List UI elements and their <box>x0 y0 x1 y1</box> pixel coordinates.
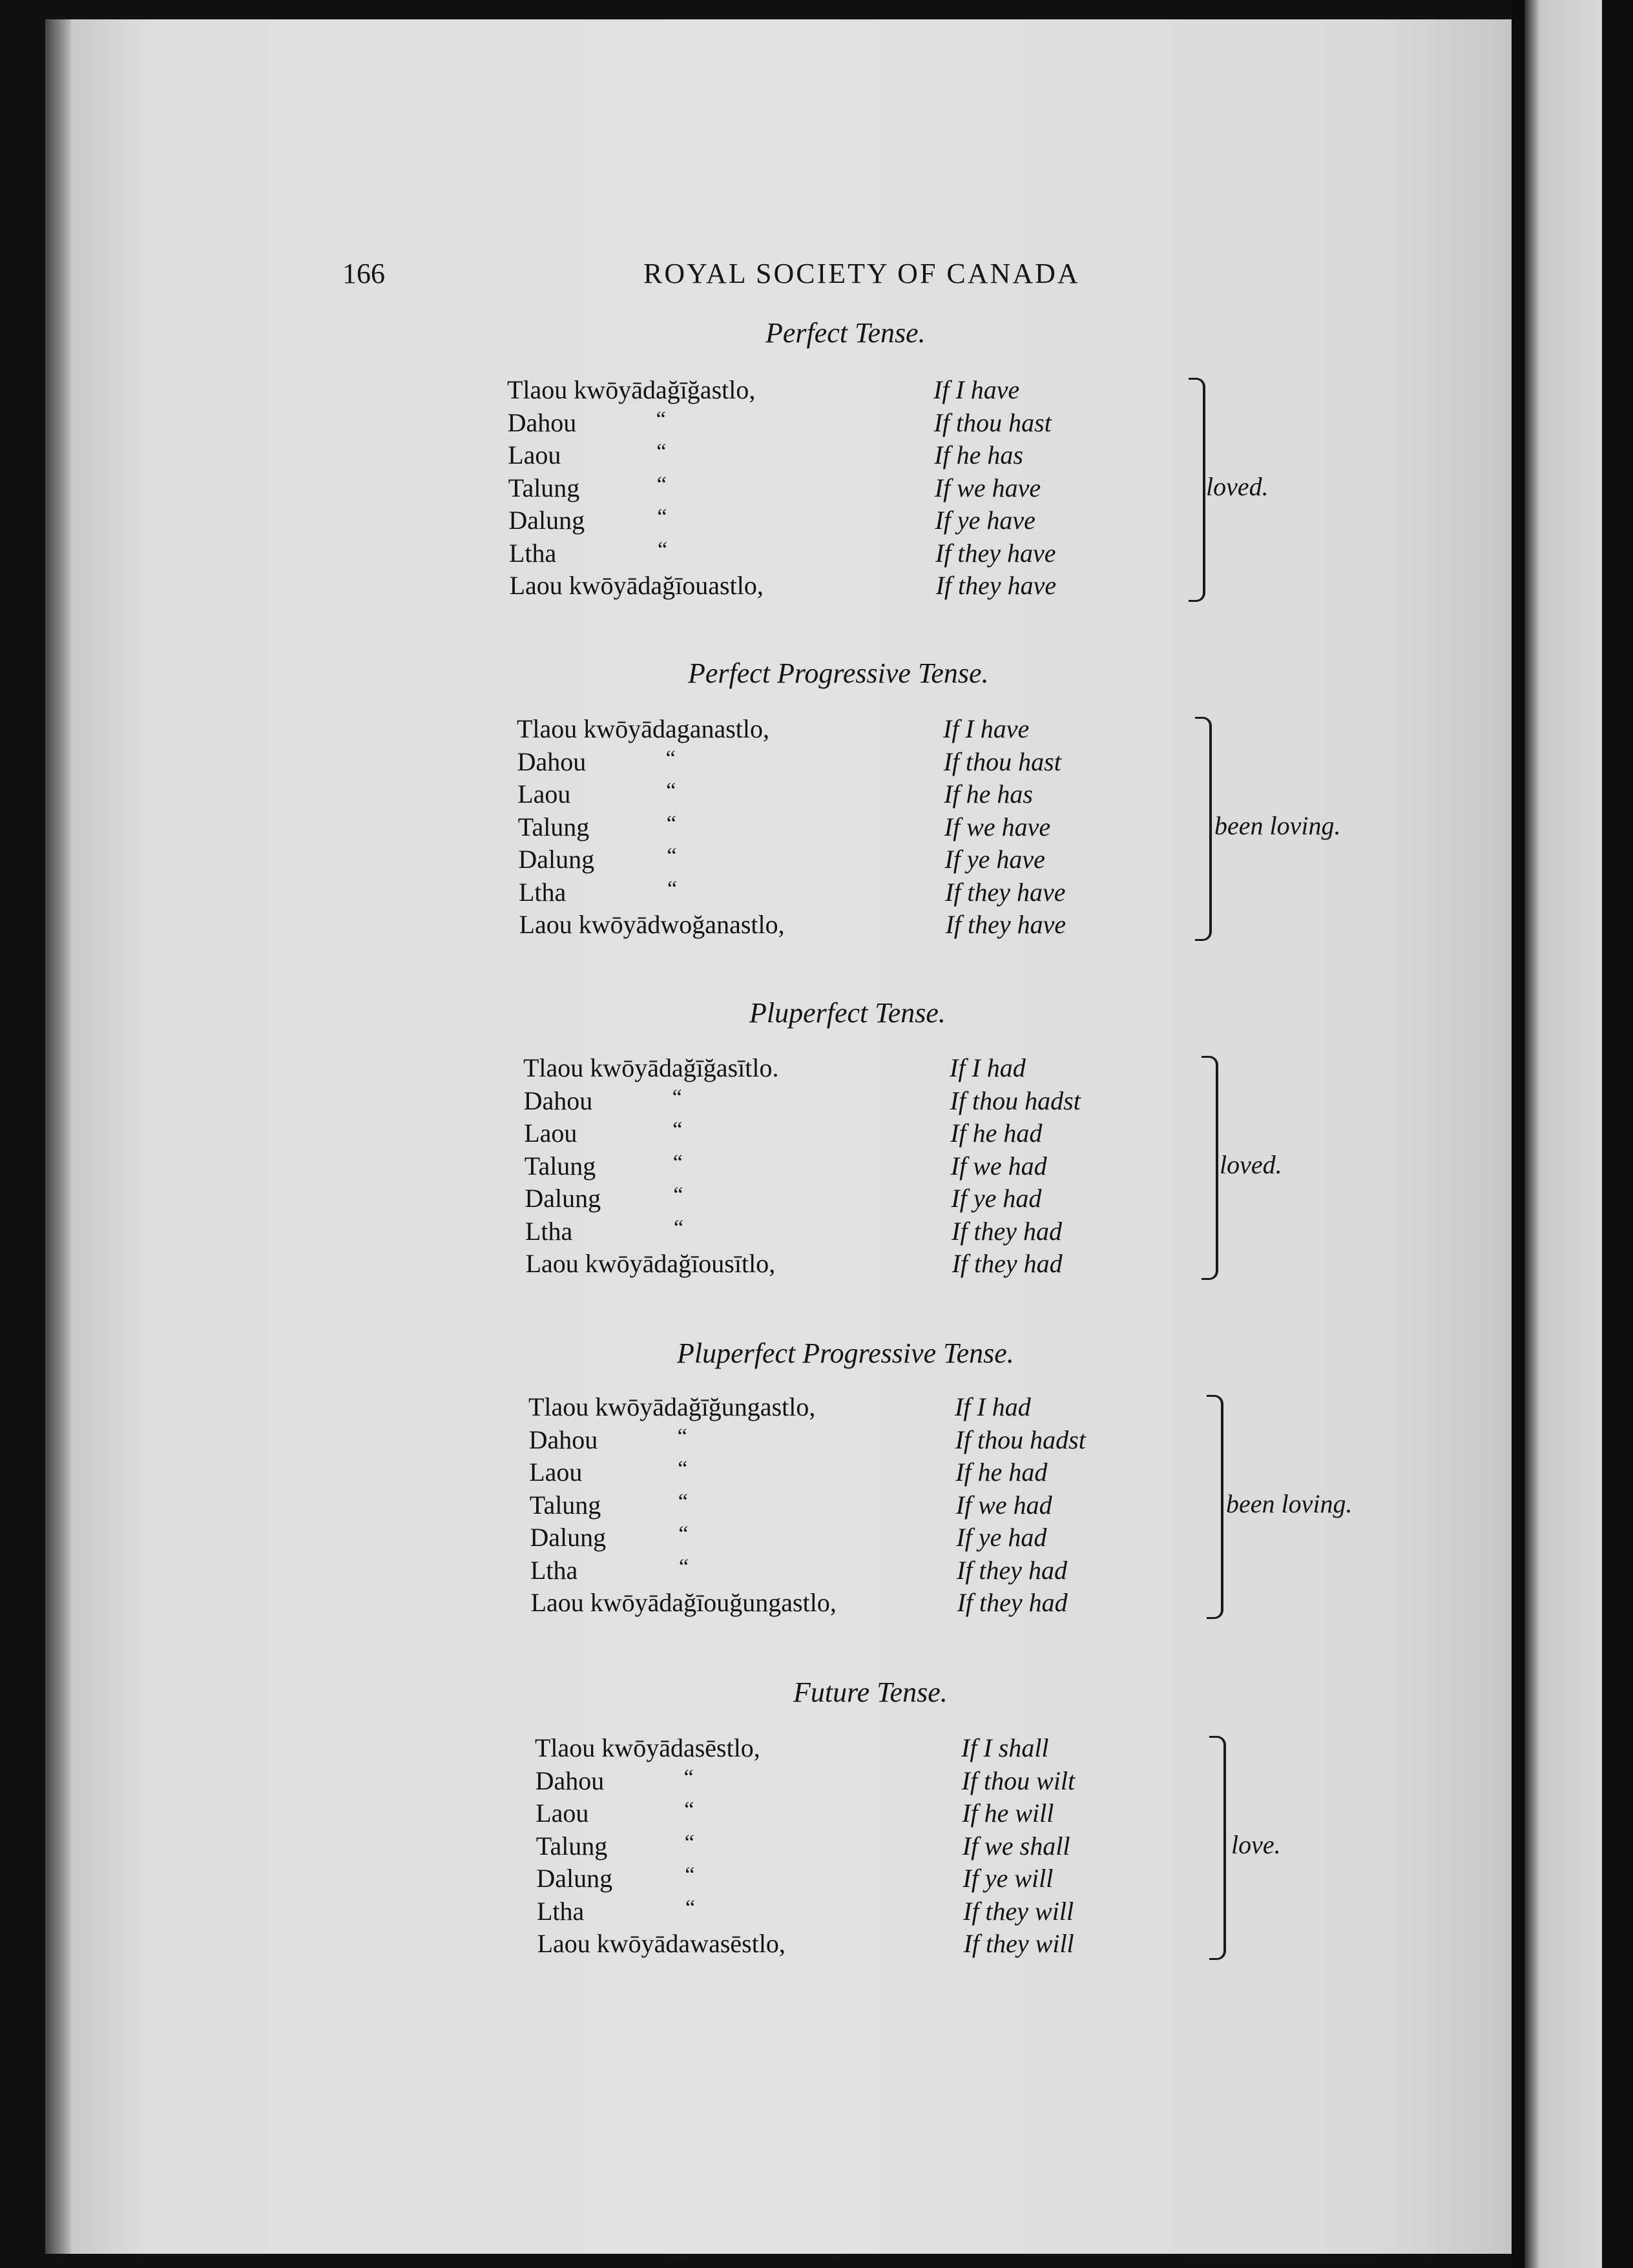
ditto-mark: “ <box>685 1863 695 1887</box>
haida-form: Tlaou kwōyādasēstlo, <box>535 1733 760 1762</box>
english-gloss: If thou wilt <box>961 1766 1076 1795</box>
ditto-mark: “ <box>656 472 667 497</box>
haida-form: Ltha <box>519 877 567 907</box>
english-gloss: If they have <box>935 538 1056 568</box>
ditto-mark: “ <box>667 876 678 901</box>
journal-title: ROYAL SOCIETY OF CANADA <box>643 258 1080 289</box>
bracket-meaning: been loving. <box>1214 810 1341 840</box>
english-gloss: If thou hadst <box>950 1086 1081 1115</box>
grouping-bracket <box>1189 378 1205 602</box>
english-gloss: If he had <box>950 1119 1043 1148</box>
haida-form: Talung <box>536 1831 608 1861</box>
haida-form: Laou kwōyādağīouğungastlo, <box>530 1588 837 1617</box>
english-gloss: If thou hast <box>933 407 1052 437</box>
book-page <box>45 19 1524 2254</box>
english-gloss: If he has <box>934 440 1023 469</box>
section-title: Pluperfect Tense. <box>749 997 946 1029</box>
haida-form: Dalung <box>518 845 595 874</box>
haida-form: Dalung <box>536 1864 613 1893</box>
english-gloss: If he will <box>962 1799 1054 1828</box>
running-head <box>342 257 1176 296</box>
haida-form: Tlaou kwōyādağīğungastlo, <box>528 1392 816 1421</box>
ditto-mark: “ <box>685 1895 696 1920</box>
ditto-mark: “ <box>678 1522 689 1546</box>
facing-page-edge <box>1524 0 1602 2268</box>
haida-form: Laou <box>529 1458 583 1487</box>
haida-form: Tlaou kwōyādağīğasītlo. <box>523 1053 779 1082</box>
bracket-meaning: love. <box>1231 1830 1281 1859</box>
english-gloss: If ye had <box>956 1523 1047 1552</box>
haida-form: Dahou <box>528 1425 598 1454</box>
english-gloss: If ye have <box>944 845 1045 874</box>
page-left-shadow <box>45 19 71 2254</box>
haida-form: Talung <box>517 812 590 841</box>
ditto-mark: “ <box>665 746 676 770</box>
haida-form: Talung <box>508 473 580 502</box>
english-gloss: If we have <box>944 812 1051 841</box>
ditto-mark: “ <box>666 779 676 803</box>
bracket-meaning: been loving. <box>1226 1489 1353 1518</box>
scan-right-border <box>1602 0 1633 2268</box>
ditto-mark: “ <box>684 1830 694 1855</box>
english-gloss: If I shall <box>961 1733 1049 1762</box>
grouping-bracket <box>1209 1736 1226 1960</box>
english-gloss: If we had <box>955 1490 1052 1520</box>
haida-form: Dahou <box>507 407 577 437</box>
english-gloss: If we had <box>950 1151 1047 1180</box>
english-gloss: If thou hast <box>943 747 1061 776</box>
haida-form: Dahou <box>523 1086 593 1115</box>
ditto-mark: “ <box>679 1554 689 1579</box>
grouping-bracket <box>1195 717 1212 941</box>
section-title: Perfect Progressive Tense. <box>688 657 989 689</box>
section-title: Future Tense. <box>793 1676 948 1708</box>
haida-form: Laou kwōyādağīousītlo, <box>525 1249 776 1278</box>
haida-form: Ltha <box>525 1216 573 1246</box>
ditto-mark: “ <box>678 1489 688 1514</box>
english-gloss: If they will <box>963 1896 1074 1926</box>
haida-form: Dalung <box>525 1184 601 1213</box>
english-gloss: If they have <box>945 910 1066 939</box>
ditto-mark: “ <box>672 1118 683 1142</box>
english-gloss: If he had <box>955 1458 1048 1487</box>
haida-form: Dalung <box>530 1523 607 1552</box>
english-gloss: If I have <box>943 714 1030 743</box>
bracket-meaning: loved. <box>1220 1149 1282 1179</box>
english-gloss: If they had <box>952 1249 1063 1278</box>
english-gloss: If they had <box>957 1555 1068 1585</box>
ditto-mark: “ <box>672 1085 682 1109</box>
english-gloss: If they have <box>935 571 1057 600</box>
english-gloss: If I had <box>950 1053 1026 1082</box>
section-title: Pluperfect Progressive Tense. <box>677 1337 1014 1369</box>
bracket-meaning: loved. <box>1206 471 1269 501</box>
ditto-mark: “ <box>674 1215 684 1240</box>
grouping-bracket <box>1201 1056 1218 1280</box>
ditto-mark: “ <box>656 407 666 431</box>
ditto-mark: “ <box>683 1765 694 1789</box>
ditto-mark: “ <box>658 537 668 562</box>
english-gloss: If ye have <box>935 506 1035 535</box>
haida-form: Ltha <box>509 538 557 568</box>
ditto-mark: “ <box>678 1457 688 1481</box>
haida-form: Laou <box>524 1119 577 1148</box>
ditto-mark: “ <box>667 844 677 868</box>
ditto-mark: “ <box>666 811 676 836</box>
haida-form: Dahou <box>517 747 587 776</box>
english-gloss: If they have <box>945 877 1066 907</box>
ditto-mark: “ <box>684 1798 694 1822</box>
english-gloss: If they had <box>957 1588 1068 1617</box>
english-gloss: If I have <box>933 375 1020 404</box>
english-gloss: If they had <box>952 1216 1063 1246</box>
english-gloss: If ye will <box>962 1864 1054 1893</box>
english-gloss: If thou hadst <box>955 1425 1086 1454</box>
ditto-mark: “ <box>672 1150 683 1175</box>
english-gloss: If I had <box>955 1392 1031 1421</box>
haida-form: Laou <box>508 440 561 469</box>
ditto-mark: “ <box>657 505 667 529</box>
haida-form: Laou <box>536 1799 589 1828</box>
haida-form: Talung <box>529 1490 601 1520</box>
english-gloss: If we have <box>934 473 1041 502</box>
haida-form: Laou <box>517 779 571 809</box>
haida-form: Ltha <box>537 1896 585 1926</box>
english-gloss: If they will <box>963 1929 1074 1958</box>
gutter-strip <box>1512 0 1524 2268</box>
english-gloss: If ye had <box>951 1184 1042 1213</box>
haida-form: Dahou <box>535 1766 605 1795</box>
haida-form: Laou kwōyādawasēstlo, <box>537 1929 785 1958</box>
english-gloss: If he has <box>944 779 1033 809</box>
haida-form: Tlaou kwōyādağīğastlo, <box>507 375 756 404</box>
page-number: 166 <box>342 258 385 289</box>
haida-form: Dalung <box>508 506 585 535</box>
haida-form: Laou kwōyādwoğanastlo, <box>519 910 785 939</box>
ditto-mark: “ <box>673 1183 683 1207</box>
grouping-bracket <box>1207 1395 1223 1619</box>
haida-form: Tlaou kwōyādaganastlo, <box>517 714 769 743</box>
english-gloss: If we shall <box>962 1831 1070 1861</box>
ditto-mark: “ <box>677 1424 687 1448</box>
haida-form: Talung <box>524 1151 596 1180</box>
haida-form: Ltha <box>530 1555 578 1585</box>
ditto-mark: “ <box>656 440 667 464</box>
section-title: Perfect Tense. <box>765 317 926 349</box>
haida-form: Laou kwōyādağīouastlo, <box>509 571 764 600</box>
